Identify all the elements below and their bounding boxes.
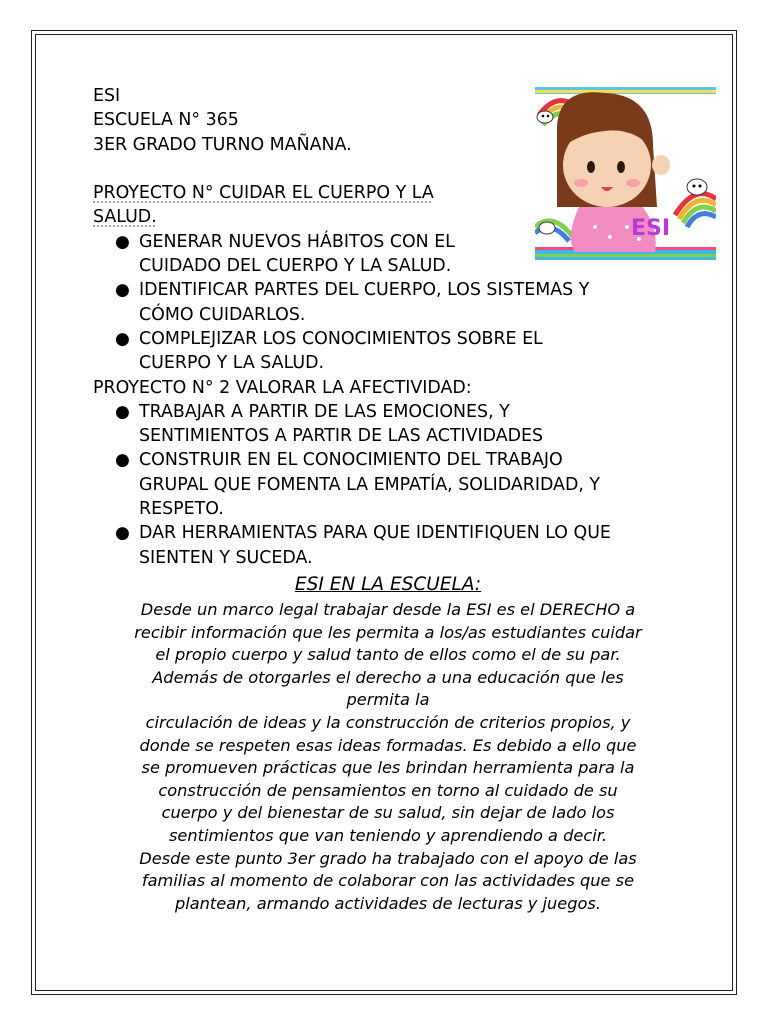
bullet-text: GENERAR NUEVOS HÁBITOS CON EL CUIDADO DEL CUERPO Y LA SALUD. [139,231,455,277]
section-title: ESI EN LA ESCUELA: [294,574,482,595]
list-item [93,327,683,376]
project2-bullet-list [93,400,683,570]
list-item [93,521,683,570]
esi-girl-illustration [535,87,716,260]
project2-title: PROYECTO N° 2 VALORAR LA AFECTIVIDAD: [93,377,472,398]
bullet-text: CONSTRUIR EN EL CONOCIMIENTO DEL TRABAJO GRUPAL QUE FOMENTA LA EMPATÍA, SOLIDARIDAD, Y RESPETO. [139,450,601,520]
bullet-text: IDENTIFICAR PARTES DEL CUERPO, LOS SISTEMAS Y CÓMO CUIDARLOS. [139,280,590,325]
esi-label: ESI [631,216,671,241]
bullet-dot: ● [115,401,130,422]
header-line-school: ESCUELA N° 365 [93,110,239,131]
bullet-text: DAR HERRAMIENTAS PARA QUE IDENTIFIQUEN LO QUE SIENTEN Y SUCEDA. [139,523,611,568]
list-item [93,278,683,327]
list-item [93,448,683,521]
bullet-dot: ● [115,450,130,471]
header-line-esi: ESI [93,86,121,106]
project1-title-text-cont: SALUD. [93,207,157,228]
section-paragraph: Desde un marco legal trabajar desde la ESI es el DERECHO a recibir información que les permita a los/as estudiantes cuidar el propio cuerpo y salud tanto de ellos como el de su par. Además de otorgarles el derecho a una educación que les permita la circulación de ideas y la construcción de criterios propios, y donde se respeten esas ideas formadas. Es debido a ello que se promueven prácticas que les brindan herramienta para la construcción de pensamientos en torno al cuidado de su cuerpo y del bienestar de su salud, sin dejar de lado los sentimientos que van teniendo y aprendiendo a decir. Desde este punto 3er grado ha trabajado con el apoyo de las familias al momento de colaborar con las actividades que se plantean, armando actividades de lecturas y juegos. [134,600,642,913]
bullet-dot: ● [115,231,130,252]
list-item [93,400,683,449]
bullet-text: TRABAJAR A PARTIR DE LAS EMOCIONES, Y SENTIMIENTOS A PARTIR DE LAS ACTIVIDADES [139,401,544,447]
bullet-dot: ● [115,328,130,349]
bullet-dot: ● [115,280,130,301]
bullet-text: COMPLEJIZAR LOS CONOCIMIENTOS SOBRE EL CUERPO Y LA SALUD. [139,328,543,374]
header-line-grade: 3ER GRADO TURNO MAÑANA. [93,134,352,155]
project1-title-text: PROYECTO N° CUIDAR EL CUERPO Y LA [93,183,434,204]
bullet-dot: ● [115,523,130,544]
